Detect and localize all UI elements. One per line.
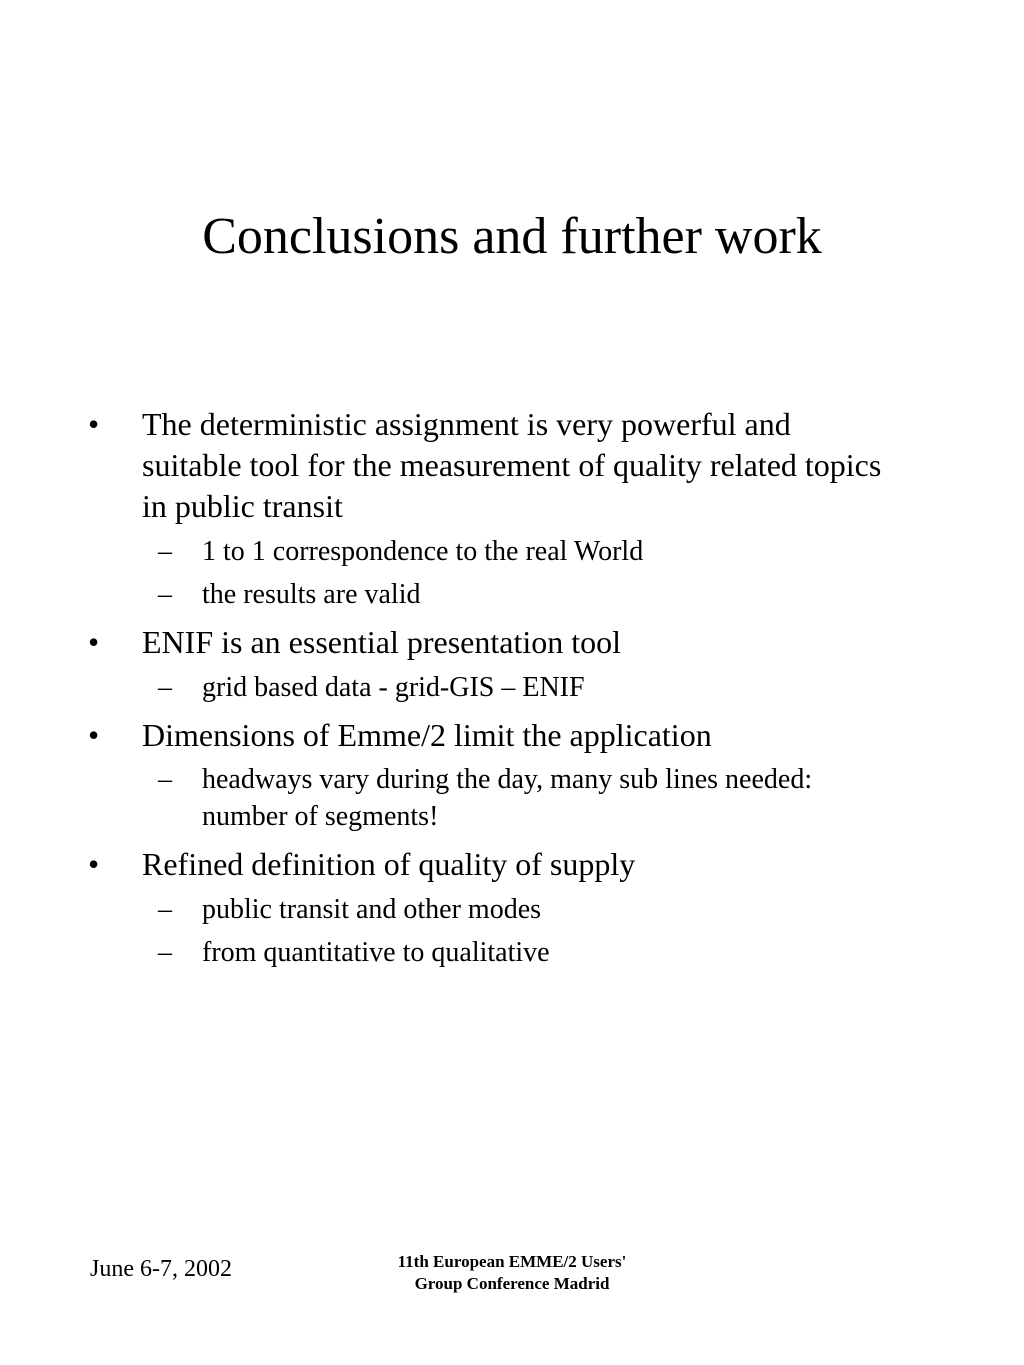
bullet-marker: •: [88, 846, 100, 882]
sub-bullet-text: the results are valid: [202, 579, 421, 610]
bullet-marker: •: [88, 717, 100, 753]
bullet-text: suitable tool for the measurement of quality related topics: [142, 447, 882, 483]
footer-conference-line: Group Conference Madrid: [414, 1274, 610, 1293]
sub-bullet-marker: –: [158, 764, 172, 795]
bullet-text: ENIF is an essential presentation tool: [142, 624, 622, 660]
sub-bullet-text: 1 to 1 correspondence to the real World: [202, 536, 644, 567]
footer-conference: [362, 1251, 662, 1295]
bullet-marker: •: [88, 406, 100, 442]
footer-date: June 6-7, 2002: [90, 1256, 232, 1282]
sub-bullet-marker: –: [158, 536, 172, 567]
sub-bullet-marker: –: [158, 894, 172, 925]
sub-bullet-marker: –: [158, 579, 172, 610]
sub-bullet-marker: –: [158, 937, 172, 968]
sub-bullet-text: public transit and other modes: [202, 894, 542, 925]
bullet-text: The deterministic assignment is very powerful and: [142, 406, 791, 442]
sub-bullet-marker: –: [158, 672, 172, 703]
bullet-text: Dimensions of Emme/2 limit the application: [142, 717, 712, 753]
bullet-marker: •: [88, 624, 100, 660]
sub-bullet-text: from quantitative to qualitative: [202, 937, 550, 968]
sub-bullet-text: number of segments!: [202, 801, 439, 832]
bullet-text: in public transit: [142, 488, 343, 524]
sub-bullet-text: grid based data - grid-GIS – ENIF: [202, 672, 585, 703]
footer-conference-line: 11th European EMME/2 Users': [397, 1252, 627, 1271]
slide-title: Conclusions and further work: [202, 208, 822, 265]
bullet-text: Refined definition of quality of supply: [142, 846, 636, 882]
sub-bullet-text: headways vary during the day, many sub lines needed:: [202, 764, 813, 795]
